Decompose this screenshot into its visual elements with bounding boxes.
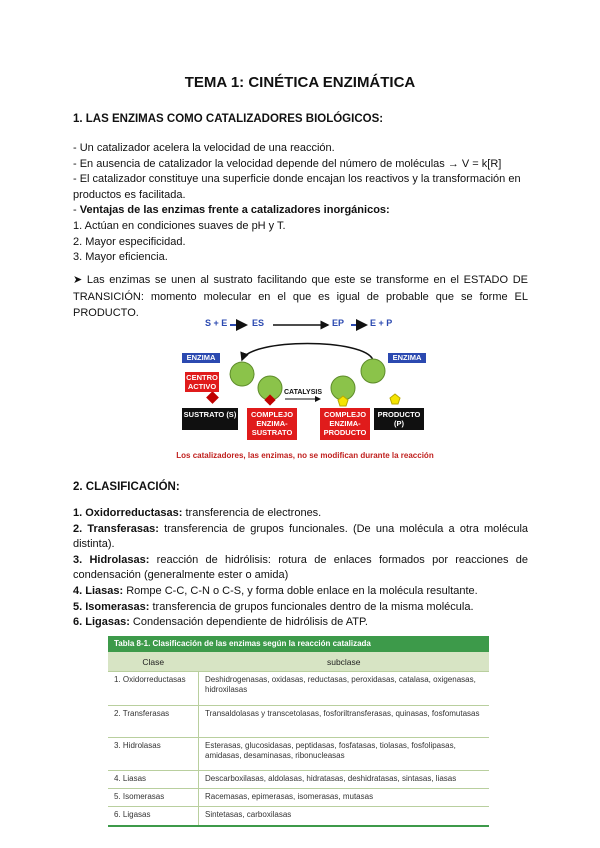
label-centro-activo: CENTRO ACTIVO xyxy=(186,373,218,391)
enzyme-diagram xyxy=(176,316,434,464)
eq-s-e: S + E xyxy=(205,318,228,328)
label-complejo-ep: COMPLEJO ENZIMA-PRODUCTO xyxy=(320,408,370,440)
label-complejo-es: COMPLEJO ENZIMA-SUSTRATO xyxy=(247,408,297,440)
label-catalysis: CATALYSIS xyxy=(284,389,322,396)
table-cell-subclase: Esterasas, glucosidasas, peptidasas, fosfatasas, tiolasas, fosfolipasas, amidasas, desaminasas, ribonucleasas xyxy=(199,738,490,771)
classification-list xyxy=(73,506,528,631)
table-row xyxy=(108,738,489,771)
table-cell-clase: 2. Transferasas xyxy=(108,706,199,738)
eq-e-p: E + P xyxy=(370,318,393,328)
table-cell-subclase: Racemasas, epimerasas, isomerasas, mutasas xyxy=(199,789,490,807)
classification-table xyxy=(108,636,489,827)
class-item-1: 1. Oxidorreductasas: transferencia de electrones. xyxy=(73,507,322,519)
section1-heading: 1. LAS ENZIMAS COMO CATALIZADORES BIOLÓGICOS: xyxy=(73,113,384,125)
table-title: Tabla 8-1. Clasificación de las enzimas según la reacción catalizada xyxy=(108,636,489,652)
table-cell-clase: 5. Isomerasas xyxy=(108,789,199,807)
table-cell-subclase: Sintetasas, carboxilasas xyxy=(199,807,490,825)
table-cell-clase: 1. Oxidorreductasas xyxy=(108,672,199,706)
substrate-diamond xyxy=(206,391,219,404)
enzyme-free-right xyxy=(361,359,385,383)
section1-body xyxy=(73,141,528,266)
table-cell-clase: 4. Liasas xyxy=(108,771,199,789)
advantage-3: 3. Mayor eficiencia. xyxy=(73,251,168,264)
table-row xyxy=(108,789,489,807)
table-row xyxy=(108,672,489,706)
class-item-6: 6. Ligasas: Condensación dependiente de hidrólisis de ATP. xyxy=(73,616,368,629)
label-sustrato: SUSTRATO (S) xyxy=(182,408,238,430)
bullet-2: - En ausencia de catalizador la velocidad depende del número de moléculas → V = k[R] xyxy=(73,157,502,170)
class-item-4: 4. Liasas: Rompe C-C, C-N o C-S, y forma doble enlace en la molécula resultante. xyxy=(73,584,478,597)
table-body xyxy=(108,652,489,825)
label-enzima-left: ENZIMA xyxy=(182,353,220,363)
label-enzima-right: ENZIMA xyxy=(388,353,426,363)
class-item-3: 3. Hidrolasas: reacción de hidrólisis: rotura de enlaces formados por reacciones de condensación (generalmente ester o amida) xyxy=(73,553,528,582)
table-row xyxy=(108,771,489,789)
table-header-clase: Clase xyxy=(108,652,199,672)
table-cell-subclase: Deshidrogenasas, oxidasas, reductasas, peroxidasas, catalasa, oxigenasas, hidroxilasas xyxy=(199,672,490,706)
table-cell-clase: 3. Hidrolasas xyxy=(108,738,199,771)
label-producto: PRODUCTO (P) xyxy=(374,408,424,430)
class-item-2: 2. Transferasas: transferencia de grupos funcionales. (De una molécula a otra molécula distinta). xyxy=(73,522,529,551)
recycle-arrow xyxy=(242,344,373,361)
product-shape xyxy=(390,394,400,404)
eq-es: ES xyxy=(252,318,265,328)
advantages-heading: - Ventajas de las enzimas frente a catalizadores inorgánicos: xyxy=(73,204,390,217)
transition-note: ➤ Las enzimas se unen al sustrato facilitando que este se transforme en el ESTADO DE TRANSICIÓN: momento molecular en el que es igual de probable que se forme EL PRODUCTO. xyxy=(73,274,528,319)
section2-heading: 2. CLASIFICACIÓN: xyxy=(73,481,180,493)
class-item-5: 5. Isomerasas: transferencia de grupos funcionales dentro de la misma molécula. xyxy=(73,600,474,613)
page-title: TEMA 1: CINÉTICA ENZIMÁTICA xyxy=(184,74,416,91)
bullet-1: - Un catalizador acelera la velocidad de una reacción. xyxy=(73,142,335,154)
eq-ep: EP xyxy=(332,318,345,328)
advantage-2: 2. Mayor especificidad. xyxy=(73,235,186,248)
table-header-subclase: subclase xyxy=(199,652,490,672)
enzyme-free-left xyxy=(230,362,254,386)
table-cell-subclase: Descarboxilasas, aldolasas, hidratasas, deshidratasas, sintasas, liasas xyxy=(199,771,490,789)
advantage-1: 1. Actúan en condiciones suaves de pH y T. xyxy=(73,219,286,232)
bullet-3: - El catalizador constituye una superficie donde encajan los reactivos y la transformación en productos es facilitada. xyxy=(73,173,521,201)
table-cell-clase: 6. Ligasas xyxy=(108,807,199,825)
table-row xyxy=(108,807,489,825)
diagram-caption: Los catalizadores, las enzimas, no se modifican durante la reacción xyxy=(176,451,434,460)
table-cell-subclase: Transaldolasas y transcetolasas, fosforiltransferasas, quinasas, fosfomutasas xyxy=(199,706,490,738)
table-row xyxy=(108,706,489,738)
